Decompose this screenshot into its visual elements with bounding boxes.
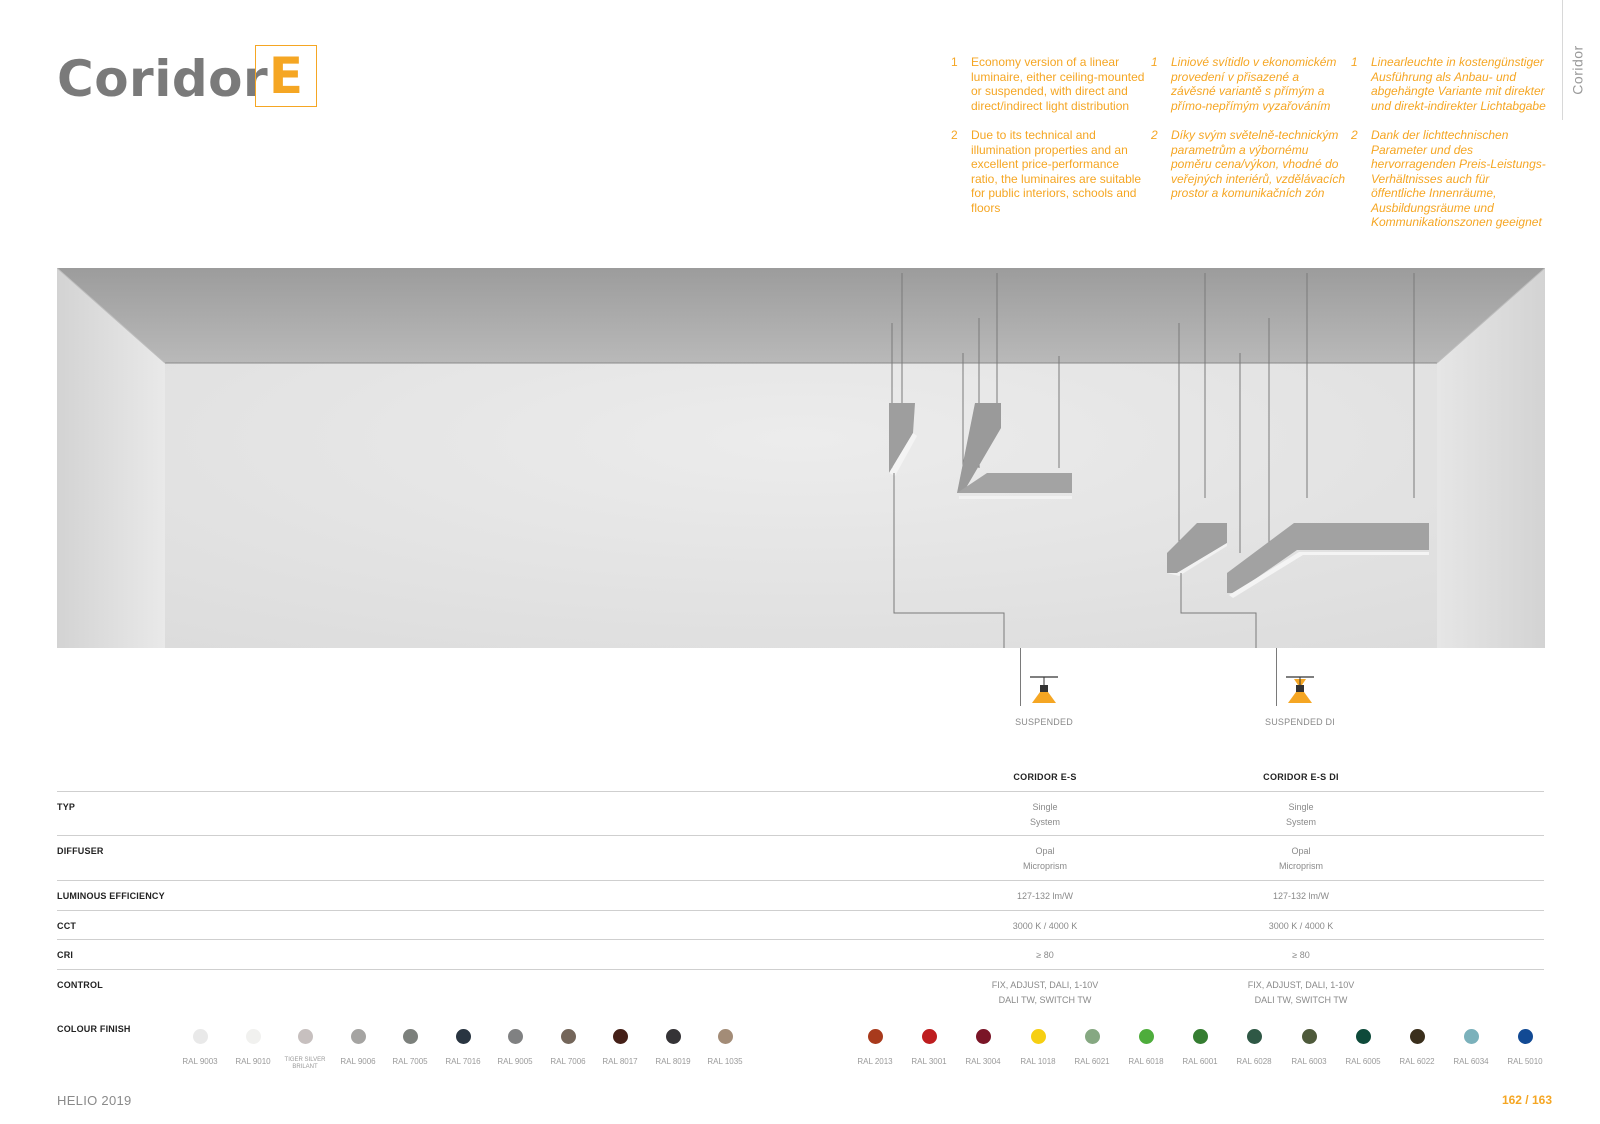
cell-line: Microprism <box>1023 861 1067 871</box>
cell-line: Opal <box>1291 846 1311 856</box>
colour-swatch-label: RAL 6001 <box>1182 1057 1218 1066</box>
cell-line: Microprism <box>1279 861 1323 871</box>
table-cell <box>955 800 1135 830</box>
cell-line: ≥ 80 <box>1036 950 1054 960</box>
item-number: 1 <box>951 55 958 69</box>
description-item <box>951 55 1146 113</box>
colour-swatch-label: RAL 1018 <box>1020 1057 1056 1066</box>
table-divider <box>57 880 1544 881</box>
row-label-diffuser: DIFFUSER <box>57 846 104 856</box>
item-text: Dank der lichttechnischen Parameter und des hervorragenden Preis-Leistungs-Verhältnisses auch für öffentliche Innenräume, Ausbildungsräume und Kommunikationszonen geeignet <box>1371 128 1546 229</box>
description-item <box>1351 128 1546 230</box>
item-text: Liniové svítidlo v ekonomickém provedení v přisazené a závěsné variantě s přímým a přímo-nepřímým vyzařováním <box>1171 55 1337 113</box>
colour-swatch <box>922 1029 937 1044</box>
side-tab-label <box>1563 40 1593 100</box>
row-label-colour-finish: COLOUR FINISH <box>57 1024 131 1034</box>
colour-swatch-label: RAL 3004 <box>965 1057 1001 1066</box>
table-cell <box>1211 889 1391 904</box>
cell-line: 3000 K / 4000 K <box>1268 921 1334 931</box>
item-text: Due to its technical and illumination properties and an excellent price-performance ratio, the luminaires are suitable for public interiors, schools and floors <box>971 128 1142 215</box>
colour-swatch-label: RAL 2013 <box>857 1057 893 1066</box>
table-cell <box>1211 919 1391 934</box>
product-label: SUSPENDED DI <box>1265 717 1335 727</box>
colour-swatch-label: RAL 5010 <box>1507 1057 1543 1066</box>
suspended-di-light-icon <box>1284 675 1316 710</box>
table-divider <box>57 791 1544 792</box>
cell-line: 3000 K / 4000 K <box>1012 921 1078 931</box>
colour-swatch-label: RAL 9006 <box>340 1057 376 1066</box>
cell-line: System <box>1285 817 1316 827</box>
colour-swatch <box>1410 1029 1425 1044</box>
cell-line: DALI TW, SWITCH TW <box>998 995 1092 1005</box>
colour-swatch <box>403 1029 418 1044</box>
cell-line: FIX, ADJUST, DALI, 1-10V <box>991 980 1099 990</box>
colour-swatch <box>613 1029 628 1044</box>
leader-line <box>1276 648 1277 706</box>
colour-swatch <box>718 1029 733 1044</box>
row-label-cri: CRI <box>57 950 74 960</box>
leader-line <box>1020 648 1021 706</box>
colour-swatch-label: RAL 6022 <box>1399 1057 1435 1066</box>
colour-swatch-label: RAL 8019 <box>655 1057 691 1066</box>
description-german <box>1351 55 1546 245</box>
colour-swatch <box>868 1029 883 1044</box>
colour-swatch-label: RAL 7006 <box>550 1057 586 1066</box>
table-cell <box>1211 978 1391 1008</box>
colour-swatch <box>1193 1029 1208 1044</box>
colour-swatch-label: RAL 6005 <box>1345 1057 1381 1066</box>
cell-line: ≥ 80 <box>1292 950 1310 960</box>
side-tab-text: Coridor <box>1570 45 1586 95</box>
colour-swatch <box>1085 1029 1100 1044</box>
suspended-light-icon <box>1028 675 1060 710</box>
footer-catalog-name: HELIO 2019 <box>57 1093 132 1108</box>
colour-swatch <box>1518 1029 1533 1044</box>
cell-line: Single <box>1032 802 1058 812</box>
colour-swatch <box>666 1029 681 1044</box>
colour-swatch <box>976 1029 991 1044</box>
table-cell <box>955 978 1135 1008</box>
description-item <box>951 128 1146 215</box>
table-cell <box>1211 948 1391 963</box>
cell-line: FIX, ADJUST, DALI, 1-10V <box>1247 980 1355 990</box>
table-divider <box>57 835 1544 836</box>
colour-swatch-label: RAL 1035 <box>707 1057 743 1066</box>
colour-swatch-label: RAL 6003 <box>1291 1057 1327 1066</box>
colour-swatch-label: RAL 6028 <box>1236 1057 1272 1066</box>
row-label-luminous-efficiency: LUMINOUS EFFICIENCY <box>57 891 165 901</box>
item-text: Linearleuchte in kostengünstiger Ausführung als Anbau- und abgehängte Variante mit direkter und direkt-indirekter Lichtabgabe <box>1371 55 1546 113</box>
row-label-control: CONTROL <box>57 980 103 990</box>
description-item <box>1351 55 1546 113</box>
table-divider <box>57 969 1544 970</box>
colour-swatch <box>1302 1029 1317 1044</box>
item-number: 1 <box>1351 55 1358 69</box>
item-text: Díky svým světelně-technickým parametrům a výbornému poměru cena/výkon, vhodné do veřejných interiérů, vzdělávacích prostor a komunikačních zón <box>1171 128 1346 200</box>
product-label: SUSPENDED <box>1015 717 1073 727</box>
description-item <box>1151 55 1346 113</box>
table-cell <box>1211 800 1391 830</box>
colour-swatch-label: RAL 7005 <box>392 1057 428 1066</box>
table-cell <box>955 948 1135 963</box>
colour-swatch <box>508 1029 523 1044</box>
column-header-es: CORIDOR E-S <box>1013 772 1077 782</box>
colour-swatch <box>246 1029 261 1044</box>
colour-swatch-label: RAL 3001 <box>911 1057 947 1066</box>
colour-swatch-label: RAL 6018 <box>1128 1057 1164 1066</box>
item-number: 1 <box>1151 55 1158 69</box>
table-cell <box>955 889 1135 904</box>
cell-line: System <box>1029 817 1060 827</box>
description-czech <box>1151 55 1346 216</box>
colour-swatch-label: RAL 7016 <box>445 1057 481 1066</box>
item-text: Economy version of a linear luminaire, either ceiling-mounted or suspended, with direct and direct/indirect light distribution <box>971 55 1145 113</box>
description-english <box>951 55 1146 230</box>
description-item <box>1151 128 1346 201</box>
item-number: 2 <box>1351 128 1358 142</box>
table-divider <box>57 939 1544 940</box>
row-label-typ: TYP <box>57 802 76 812</box>
colour-swatch-label: RAL 9010 <box>235 1057 271 1066</box>
colour-swatch-label: RAL 6034 <box>1453 1057 1489 1066</box>
page-number: 162 / 163 <box>1501 1093 1552 1107</box>
table-cell <box>955 919 1135 934</box>
colour-swatch-label: TIGER SILVER BRILANT <box>284 1057 326 1070</box>
room-render-image <box>57 268 1545 648</box>
colour-swatch <box>456 1029 471 1044</box>
cell-line: Opal <box>1035 846 1055 856</box>
item-number: 2 <box>951 128 958 142</box>
colour-swatch-label: RAL 9005 <box>497 1057 533 1066</box>
cell-line: 127-132 lm/W <box>1016 891 1074 901</box>
colour-swatch <box>1464 1029 1479 1044</box>
cell-line: DALI TW, SWITCH TW <box>1254 995 1348 1005</box>
cell-line: Single <box>1288 802 1314 812</box>
item-number: 2 <box>1151 128 1158 142</box>
room-render-svg <box>57 268 1545 648</box>
table-cell <box>1211 844 1391 874</box>
colour-swatch <box>351 1029 366 1044</box>
row-label-cct: CCT <box>57 921 77 931</box>
colour-swatch <box>1247 1029 1262 1044</box>
colour-swatch <box>1031 1029 1046 1044</box>
cell-line: 127-132 lm/W <box>1272 891 1330 901</box>
column-header-es-di: CORIDOR E-S DI <box>1263 772 1339 782</box>
colour-swatch-label: RAL 9003 <box>182 1057 218 1066</box>
colour-swatch <box>561 1029 576 1044</box>
colour-swatch-label: RAL 6021 <box>1074 1057 1110 1066</box>
colour-swatch-label: RAL 8017 <box>602 1057 638 1066</box>
page-title: Coridor <box>57 50 269 108</box>
colour-swatch <box>1139 1029 1154 1044</box>
table-divider <box>57 910 1544 911</box>
table-cell <box>955 844 1135 874</box>
colour-swatch <box>1356 1029 1371 1044</box>
colour-swatch <box>193 1029 208 1044</box>
variant-badge: E <box>255 45 317 107</box>
colour-swatch <box>298 1029 313 1044</box>
